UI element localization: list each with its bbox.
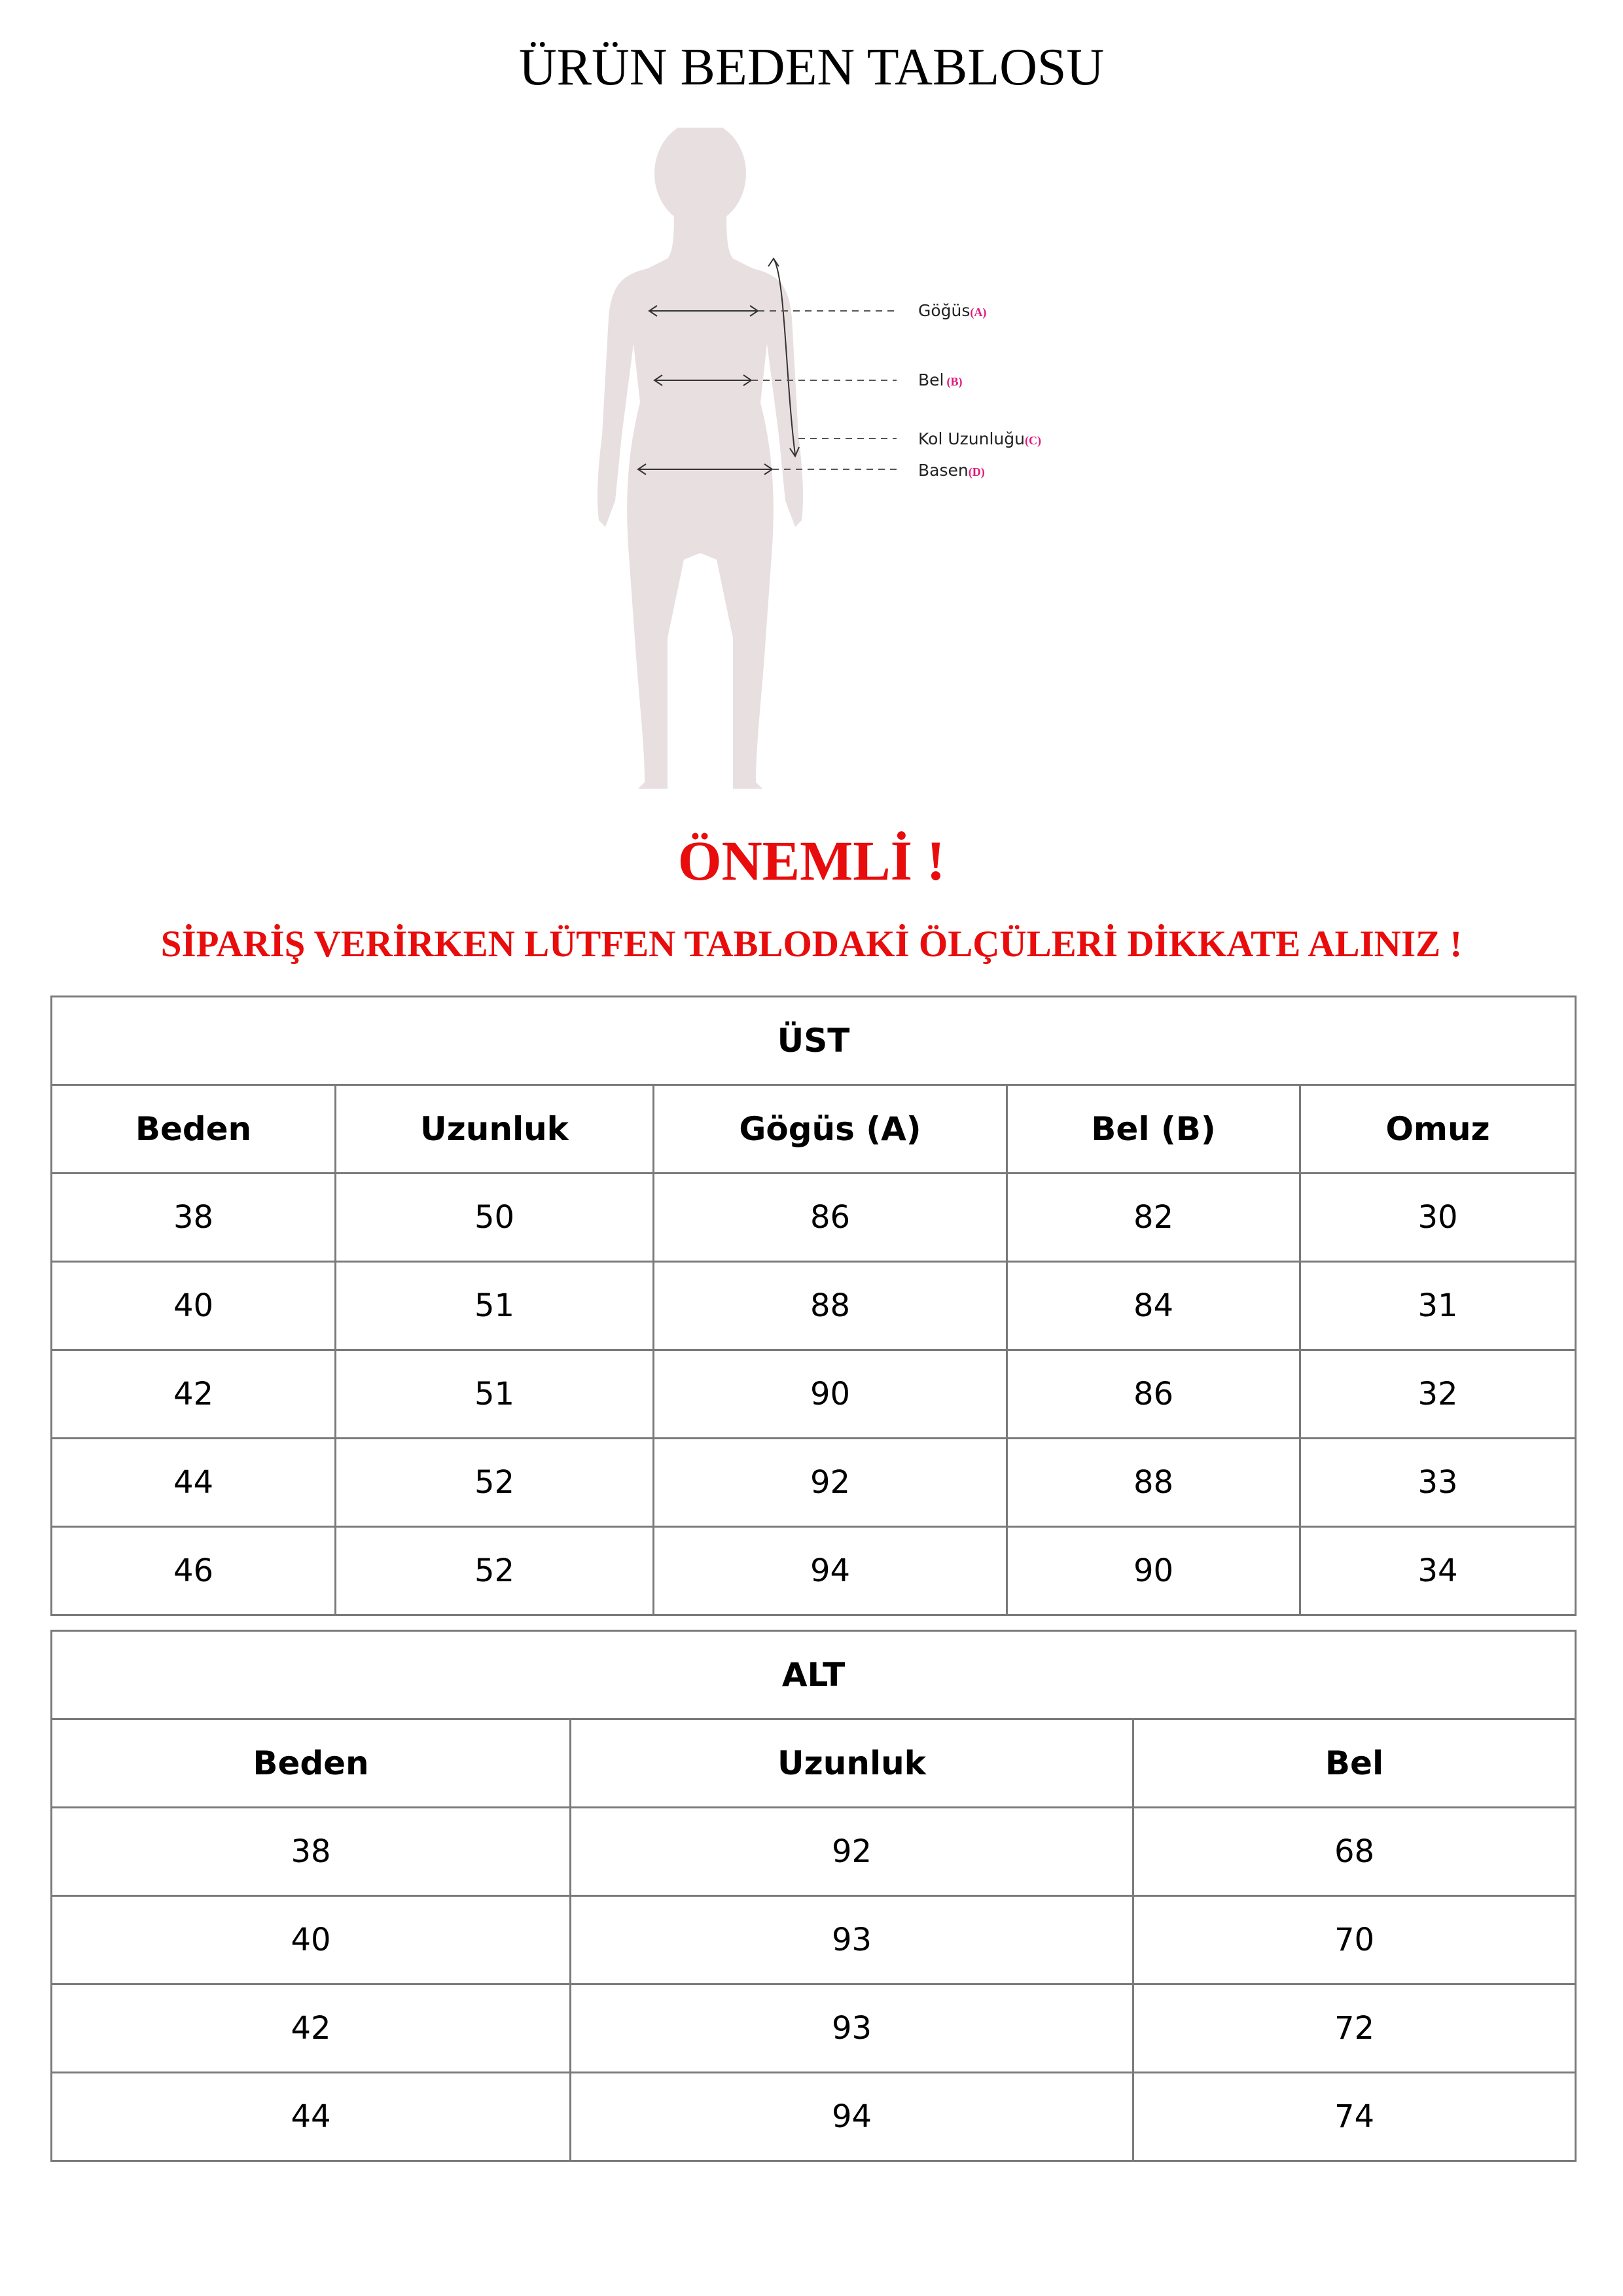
header-beden: Beden [52, 1085, 336, 1174]
order-notice: SİPARİŞ VERİRKEN LÜTFEN TABLODAKİ ÖLÇÜLERİ DİKKATE ALINIZ ! [160, 924, 1463, 965]
cell-omuz: 31 [1300, 1262, 1576, 1350]
table-row [52, 1527, 1576, 1615]
table-row [52, 2073, 1576, 2161]
cell-bel: 86 [1007, 1350, 1300, 1439]
label-basen: Basen [918, 461, 969, 480]
cell-beden: 38 [52, 1174, 336, 1262]
table-row [52, 1984, 1576, 2073]
cell-gogus: 86 [654, 1174, 1007, 1262]
table-header-row [52, 1719, 1576, 1808]
table-row [52, 1439, 1576, 1527]
header-gogus: Gögüs (A) [654, 1085, 1007, 1174]
bottom-size-table [50, 1630, 1577, 2162]
cell-omuz: 30 [1300, 1174, 1576, 1262]
table-row [52, 1350, 1576, 1439]
cell-uzunluk: 94 [571, 2073, 1133, 2161]
label-kol: Kol Uzunluğu [918, 429, 1025, 448]
cell-bel: 72 [1133, 1984, 1576, 2073]
cell-bel: 88 [1007, 1439, 1300, 1527]
important-heading: ÖNEMLİ ! [677, 829, 946, 892]
cell-beden: 38 [52, 1808, 571, 1896]
cell-bel: 68 [1133, 1808, 1576, 1896]
label-gogus: Göğüs [918, 301, 971, 320]
header-uzunluk: Uzunluk [571, 1719, 1133, 1808]
top-size-table [50, 996, 1577, 1616]
cell-uzunluk: 93 [571, 1984, 1133, 2073]
cell-uzunluk: 50 [336, 1174, 654, 1262]
cell-uzunluk: 92 [571, 1808, 1133, 1896]
section-title-alt: ALT [52, 1631, 1576, 1719]
cell-beden: 44 [52, 2073, 571, 2161]
label-bel: Bel [918, 370, 944, 389]
cell-uzunluk: 51 [336, 1262, 654, 1350]
cell-bel: 70 [1133, 1896, 1576, 1984]
cell-omuz: 33 [1300, 1439, 1576, 1527]
svg-text:Basen(D) [918, 461, 985, 480]
table-header-row [52, 1085, 1576, 1174]
cell-beden: 40 [52, 1896, 571, 1984]
cell-beden: 46 [52, 1527, 336, 1615]
cell-bel: 84 [1007, 1262, 1300, 1350]
header-beden: Beden [52, 1719, 571, 1808]
cell-gogus: 94 [654, 1527, 1007, 1615]
svg-text:Göğüs(A) [918, 301, 986, 320]
cell-omuz: 34 [1300, 1527, 1576, 1615]
cell-gogus: 92 [654, 1439, 1007, 1527]
svg-text:Kol Uzunluğu(C) [918, 429, 1041, 448]
cell-beden: 44 [52, 1439, 336, 1527]
cell-bel: 74 [1133, 2073, 1576, 2161]
table-row [52, 1808, 1576, 1896]
label-bel-code: (B) [946, 375, 963, 388]
page-title: ÜRÜN BEDEN TABLOSU [518, 39, 1105, 96]
cell-omuz: 32 [1300, 1350, 1576, 1439]
table-row [52, 1174, 1576, 1262]
table-row [52, 1896, 1576, 1984]
header-bel: Bel [1133, 1719, 1576, 1808]
header-omuz: Omuz [1300, 1085, 1576, 1174]
header-uzunluk: Uzunluk [336, 1085, 654, 1174]
table-row [52, 1262, 1576, 1350]
cell-uzunluk: 52 [336, 1527, 654, 1615]
cell-bel: 82 [1007, 1174, 1300, 1262]
cell-beden: 40 [52, 1262, 336, 1350]
cell-uzunluk: 52 [336, 1439, 654, 1527]
cell-uzunluk: 51 [336, 1350, 654, 1439]
cell-gogus: 88 [654, 1262, 1007, 1350]
header-bel: Bel (B) [1007, 1085, 1300, 1174]
cell-gogus: 90 [654, 1350, 1007, 1439]
body-measurement-figure [576, 128, 1099, 808]
cell-beden: 42 [52, 1984, 571, 2073]
cell-beden: 42 [52, 1350, 336, 1439]
svg-text:Bel(B) [918, 370, 962, 389]
label-basen-code: (D) [968, 465, 985, 478]
section-title-ust: ÜST [52, 997, 1576, 1085]
cell-uzunluk: 93 [571, 1896, 1133, 1984]
cell-bel: 90 [1007, 1527, 1300, 1615]
body-silhouette [597, 128, 803, 789]
label-gogus-code: (A) [970, 306, 987, 319]
label-kol-code: (C) [1024, 434, 1041, 447]
